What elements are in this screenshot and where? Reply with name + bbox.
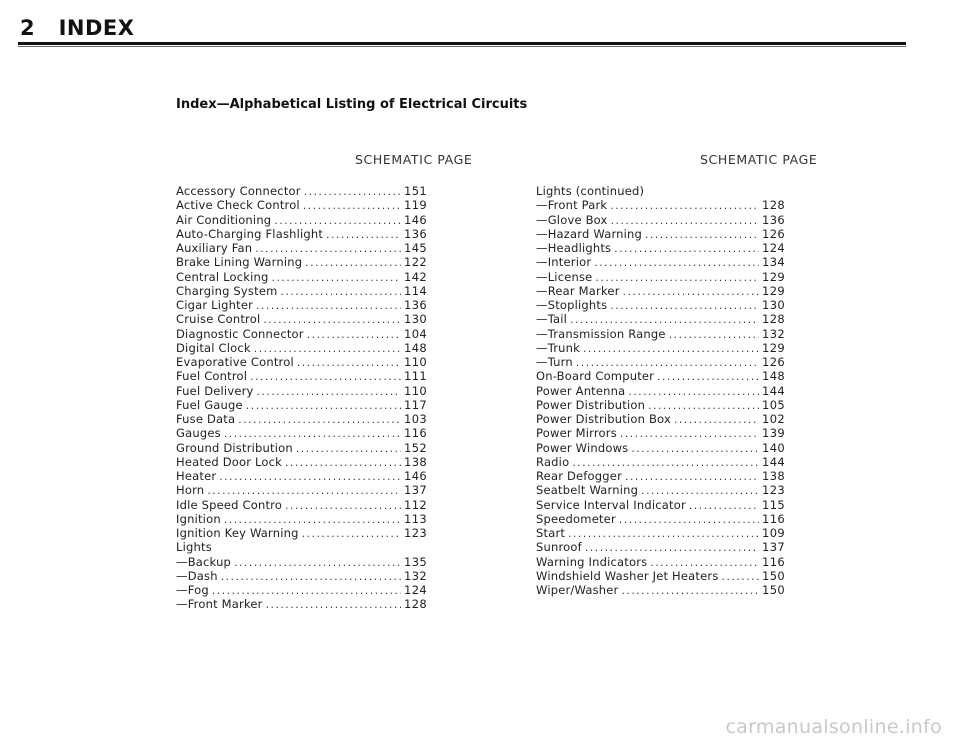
index-list-right [536, 184, 790, 597]
entry-label: Ignition Key Warning [176, 526, 299, 540]
index-entry [536, 455, 790, 469]
entry-label: Accessory Connector [176, 184, 301, 198]
entry-label: —Headlights [536, 241, 612, 255]
index-entry [536, 583, 790, 597]
index-entry [536, 512, 790, 526]
dot-leader [250, 370, 401, 383]
entry-page-number: 114 [404, 283, 428, 298]
index-entry [536, 241, 790, 255]
entry-page-number: 128 [762, 198, 786, 213]
index-entry [176, 227, 432, 241]
index-entry [536, 298, 790, 312]
dot-leader [674, 413, 759, 426]
entry-label: Diagnostic Connector [176, 326, 304, 341]
column-header-right: SCHEMATIC PAGE [700, 152, 818, 167]
entry-label: Sunroof [536, 540, 582, 555]
entry-page-number: 148 [404, 340, 428, 355]
entry-page-number: 129 [762, 283, 786, 298]
dot-leader [326, 228, 401, 241]
dot-leader [246, 399, 401, 412]
entry-label: Warning Indicators [536, 554, 648, 569]
entry-label: Rear Defogger [536, 469, 622, 483]
entry-page-number: 148 [762, 369, 786, 384]
dot-leader [255, 242, 401, 255]
dot-leader [272, 271, 401, 284]
watermark: carmanualsonline.info [725, 716, 942, 738]
index-entry [176, 412, 432, 426]
dot-leader [645, 228, 759, 241]
index-entry [536, 569, 790, 583]
entry-label: —Interior [536, 255, 592, 270]
entry-label: —Front Park [536, 198, 608, 213]
index-entry [176, 213, 432, 227]
entry-label: Fuse Data [176, 412, 236, 426]
index-entry [176, 355, 432, 369]
index-entry [536, 369, 790, 383]
dot-leader [207, 484, 401, 497]
entry-page-number: 119 [404, 198, 428, 213]
dot-leader [689, 499, 759, 512]
entry-label: —Backup [176, 554, 232, 569]
entry-label: Start [536, 526, 566, 540]
entry-label: —Fog [176, 583, 209, 597]
entry-label: Heater [176, 469, 217, 483]
index-list-left [176, 184, 432, 612]
entry-label: Charging System [176, 283, 278, 298]
entry-page-number: 132 [404, 568, 428, 583]
entry-page-number: 136 [404, 226, 428, 241]
dot-leader [657, 370, 759, 383]
dot-leader [595, 271, 759, 284]
entry-label: —Stoplights [536, 298, 608, 312]
entry-label: Heated Door Lock [176, 454, 283, 469]
index-entry [176, 583, 432, 597]
dot-leader [263, 313, 401, 326]
entry-label: Gauges [176, 426, 221, 441]
entry-page-number: 116 [762, 554, 786, 569]
dot-leader [614, 242, 759, 255]
index-entry [176, 426, 432, 440]
entry-page-number: 124 [404, 583, 428, 597]
dot-leader [576, 356, 759, 369]
entry-label: Windshield Washer Jet Heaters [536, 568, 719, 583]
entry-page-number: 130 [404, 312, 428, 327]
index-entry [536, 227, 790, 241]
entry-label: —Tail [536, 312, 568, 327]
entry-page-number: 130 [762, 298, 786, 312]
entry-page-number: 103 [404, 412, 428, 426]
entry-label: Cigar Lighter [176, 298, 254, 312]
entry-label: Speedometer [536, 511, 616, 526]
dot-leader [641, 484, 759, 497]
entry-label: Radio [536, 454, 570, 469]
dot-leader [224, 427, 401, 440]
entry-page-number: 135 [404, 554, 428, 569]
entry-label: —Rear Marker [536, 283, 620, 298]
index-entry [536, 184, 790, 198]
index-entry [176, 341, 432, 355]
entry-page-number: 138 [762, 469, 786, 483]
entry-page-number: 128 [762, 312, 786, 327]
dot-leader [274, 214, 401, 227]
dot-leader [304, 185, 401, 198]
dot-leader [254, 342, 401, 355]
entry-label: Lights (continued) [536, 184, 645, 198]
entry-page-number: 152 [404, 440, 428, 455]
entry-page-number: 123 [762, 483, 786, 498]
index-entry [536, 198, 790, 212]
index-entry [536, 284, 790, 298]
index-entry [176, 198, 432, 212]
entry-page-number: 142 [404, 269, 428, 284]
dot-leader [303, 199, 401, 212]
entry-label: Lights [176, 540, 212, 555]
entry-label: Power Antenna [536, 383, 626, 398]
entry-label: Idle Speed Contro [176, 497, 283, 512]
entry-page-number: 126 [762, 226, 786, 241]
index-entry [176, 512, 432, 526]
entry-label: —Trunk [536, 340, 580, 355]
index-entry [536, 255, 790, 269]
section-title: INDEX [58, 16, 135, 40]
entry-label: —License [536, 269, 593, 284]
entry-label: Power Windows [536, 440, 629, 455]
index-entry [176, 469, 432, 483]
entry-page-number: 139 [762, 426, 786, 441]
dot-leader [610, 199, 759, 212]
entry-label: Service Interval Indicator [536, 497, 686, 512]
index-entry [536, 270, 790, 284]
dot-leader [570, 313, 759, 326]
entry-label: Wiper/Washer [536, 583, 619, 597]
entry-label: Fuel Gauge [176, 397, 243, 412]
entry-label: Ignition [176, 511, 221, 526]
index-entry [536, 412, 790, 426]
index-entry [176, 526, 432, 540]
dot-leader [285, 499, 401, 512]
dot-leader [234, 556, 401, 569]
entry-page-number: 151 [404, 184, 428, 198]
dot-leader [238, 413, 401, 426]
entry-page-number: 116 [404, 426, 428, 441]
index-entry [176, 255, 432, 269]
dot-leader [212, 584, 401, 597]
entry-page-number: 150 [762, 583, 786, 597]
column-header-left: SCHEMATIC PAGE [355, 152, 473, 167]
entry-label: Fuel Delivery [176, 383, 254, 398]
dot-leader [285, 456, 401, 469]
dot-leader [669, 328, 759, 341]
index-entry [536, 469, 790, 483]
index-entry [176, 597, 432, 611]
entry-page-number: 129 [762, 269, 786, 284]
entry-label: —Turn [536, 355, 573, 369]
dot-leader [568, 527, 759, 540]
entry-page-number: 146 [404, 469, 428, 483]
entry-label: Air Conditioning [176, 212, 272, 227]
entry-page-number: 110 [404, 383, 428, 398]
entry-label: —Glove Box [536, 212, 608, 227]
dot-leader [281, 285, 401, 298]
index-entry [536, 498, 790, 512]
entry-label: Brake Lining Warning [176, 255, 303, 270]
dot-leader [620, 427, 759, 440]
entry-page-number: 129 [762, 340, 786, 355]
entry-page-number: 122 [404, 255, 428, 270]
index-entry [536, 327, 790, 341]
index-entry [536, 426, 790, 440]
entry-label: Cruise Control [176, 312, 261, 327]
entry-page-number: 145 [404, 241, 428, 255]
dot-leader [307, 328, 401, 341]
index-entry [536, 341, 790, 355]
entry-label: —Transmission Range [536, 326, 666, 341]
entry-label: Digital Clock [176, 340, 251, 355]
entry-label: Power Mirrors [536, 426, 617, 441]
index-entry [176, 369, 432, 383]
entry-page-number: 137 [762, 540, 786, 555]
entry-page-number: 105 [762, 397, 786, 412]
entry-label: Horn [176, 483, 205, 498]
entry-page-number: 124 [762, 241, 786, 255]
dot-leader [611, 214, 759, 227]
dot-leader [302, 527, 401, 540]
dot-leader [297, 356, 401, 369]
index-entry [176, 555, 432, 569]
entry-page-number: 144 [762, 454, 786, 469]
entry-page-number: 136 [762, 212, 786, 227]
index-entry [176, 241, 432, 255]
entry-page-number: 116 [762, 511, 786, 526]
header-rule-thin [18, 46, 906, 47]
entry-label: Ground Distribution [176, 440, 293, 455]
entry-page-number: 150 [762, 568, 786, 583]
dot-leader [619, 513, 759, 526]
entry-page-number: 128 [404, 597, 428, 612]
dot-leader [650, 556, 759, 569]
dot-leader [623, 285, 759, 298]
entry-label: Auxiliary Fan [176, 241, 253, 255]
dot-leader [305, 256, 401, 269]
dot-leader [221, 570, 401, 583]
entry-page-number: 102 [762, 412, 786, 426]
dot-leader [572, 456, 759, 469]
page-title [20, 16, 134, 40]
index-entry [176, 384, 432, 398]
entry-page-number: 115 [762, 497, 786, 512]
index-entry [176, 270, 432, 284]
index-entry [536, 540, 790, 554]
entry-page-number: 126 [762, 355, 786, 369]
dot-leader [628, 385, 759, 398]
dot-leader [625, 470, 759, 483]
index-entry [176, 498, 432, 512]
dot-leader [585, 541, 759, 554]
index-entry [176, 284, 432, 298]
dot-leader [256, 299, 401, 312]
index-entry [176, 455, 432, 469]
index-entry [176, 483, 432, 497]
dot-leader [594, 256, 759, 269]
dot-leader [296, 442, 401, 455]
entry-page-number: 104 [404, 326, 428, 341]
index-entry [536, 384, 790, 398]
index-entry [536, 213, 790, 227]
dot-leader [621, 584, 759, 597]
entry-page-number: 110 [404, 355, 428, 369]
entry-page-number: 136 [404, 298, 428, 312]
index-entry [536, 355, 790, 369]
entry-page-number: 117 [404, 397, 428, 412]
entry-label: Fuel Control [176, 369, 248, 384]
dot-leader [631, 442, 759, 455]
entry-page-number: 140 [762, 440, 786, 455]
dot-leader [722, 570, 759, 583]
index-entry [536, 312, 790, 326]
page-header [0, 0, 960, 46]
index-heading: Index—Alphabetical Listing of Electrical Circuits [176, 97, 528, 112]
entry-label: Power Distribution [536, 397, 646, 412]
entry-page-number: 112 [404, 497, 428, 512]
entry-label: Seatbelt Warning [536, 483, 639, 498]
index-entry [176, 398, 432, 412]
index-entry [176, 569, 432, 583]
entry-page-number: 113 [404, 511, 428, 526]
index-entry [536, 483, 790, 497]
index-entry [536, 398, 790, 412]
dot-leader [219, 470, 401, 483]
dot-leader [583, 342, 759, 355]
entry-page-number: 109 [762, 526, 786, 540]
dot-leader [224, 513, 401, 526]
index-entry [176, 312, 432, 326]
dot-leader [610, 299, 759, 312]
entry-page-number: 146 [404, 212, 428, 227]
entry-label: —Front Marker [176, 597, 263, 612]
index-entry [176, 441, 432, 455]
page-number: 2 [20, 16, 36, 40]
entry-label: —Hazard Warning [536, 226, 643, 241]
entry-label: Central Locking [176, 269, 269, 284]
index-entry [536, 555, 790, 569]
entry-label: On-Board Computer [536, 369, 655, 384]
index-entry [176, 184, 432, 198]
index-entry [536, 526, 790, 540]
entry-label: —Dash [176, 568, 218, 583]
entry-page-number: 138 [404, 454, 428, 469]
entry-page-number: 134 [762, 255, 786, 270]
index-entry [536, 441, 790, 455]
entry-page-number: 144 [762, 383, 786, 398]
entry-page-number: 111 [404, 369, 428, 384]
index-entry [176, 298, 432, 312]
entry-label: Power Distribution Box [536, 412, 671, 426]
header-rule [18, 42, 906, 45]
entry-page-number: 123 [404, 526, 428, 540]
index-entry [176, 540, 432, 554]
dot-leader [266, 598, 401, 611]
entry-page-number: 137 [404, 483, 428, 498]
entry-label: Active Check Control [176, 198, 300, 213]
entry-page-number: 132 [762, 326, 786, 341]
entry-label: Evaporative Control [176, 355, 294, 369]
dot-leader [257, 385, 401, 398]
entry-label: Auto-Charging Flashlight [176, 226, 324, 241]
dot-leader [648, 399, 759, 412]
index-entry [176, 327, 432, 341]
